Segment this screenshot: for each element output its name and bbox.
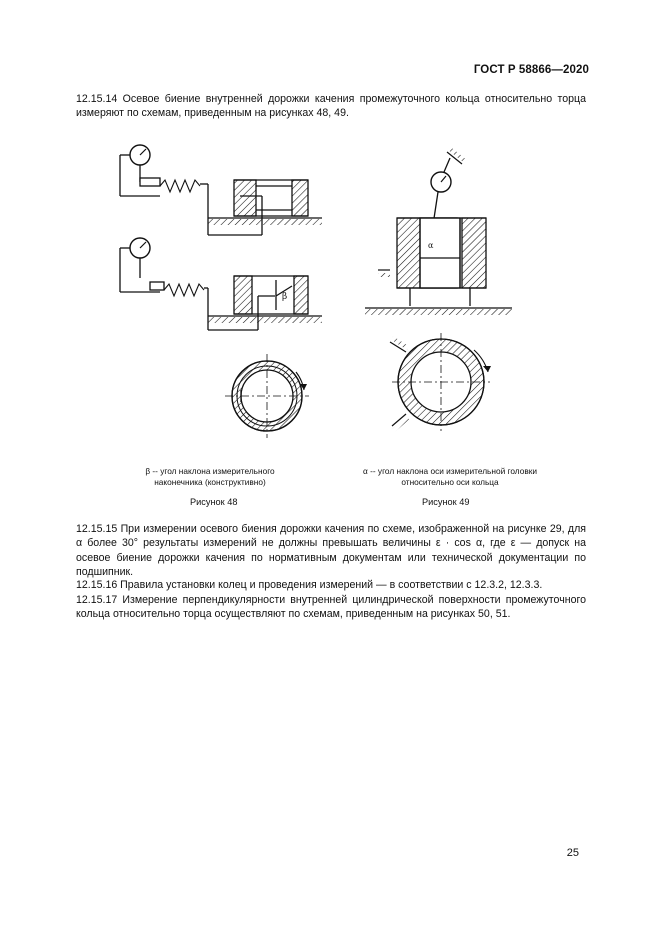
paragraph-12-15-17: 12.15.17 Измерение перпендикулярности внутренней цилиндрической поверхности промежуточного кольца относительно торца осуществляют по схемам, приведенным на рисунках 50, 51. <box>76 594 586 621</box>
fig48-ring-section <box>225 354 309 438</box>
fig48-scheme-middle <box>120 238 322 330</box>
figure-49-caption: Рисунок 49 <box>422 497 470 507</box>
figure-48-note: β -- угол наклона измерительного наконечника (конструктивно) <box>145 466 275 487</box>
standard-header: ГОСТ Р 58866—2020 <box>473 64 589 76</box>
paragraph-12-15-16: 12.15.16 Правила установки колец и проведения измерений — в соответствии с 12.3.2, 12.3.3. <box>76 579 543 591</box>
paragraph-12-15-15: 12.15.15 При измерении осевого биения дорожки качения по схеме, изображенной на рисунке 29, для α более 30° результаты измерений не должны превышать величины ε · cos α, где ε — допуск на осевое биение дорожки качения по нормативным документам или технической документации по подшипник. <box>76 523 586 579</box>
page-number: 25 <box>566 847 579 859</box>
fig48-scheme-top <box>120 145 322 235</box>
svg-text:β: β <box>282 292 288 302</box>
paragraph-12-15-14: 12.15.14 Осевое биение внутренней дорожки качения промежуточного кольца относительно торца измеряют по схемам, приведенным на рисунках 48, 49. <box>76 93 586 120</box>
fig49-scheme-top <box>365 149 512 312</box>
fig49-ring-section <box>390 333 491 431</box>
svg-text:α: α <box>428 241 434 250</box>
figure-49-note: α -- угол наклона оси измерительной головки относительно оси кольца <box>362 466 538 487</box>
figure-48-caption: Рисунок 48 <box>190 497 238 507</box>
